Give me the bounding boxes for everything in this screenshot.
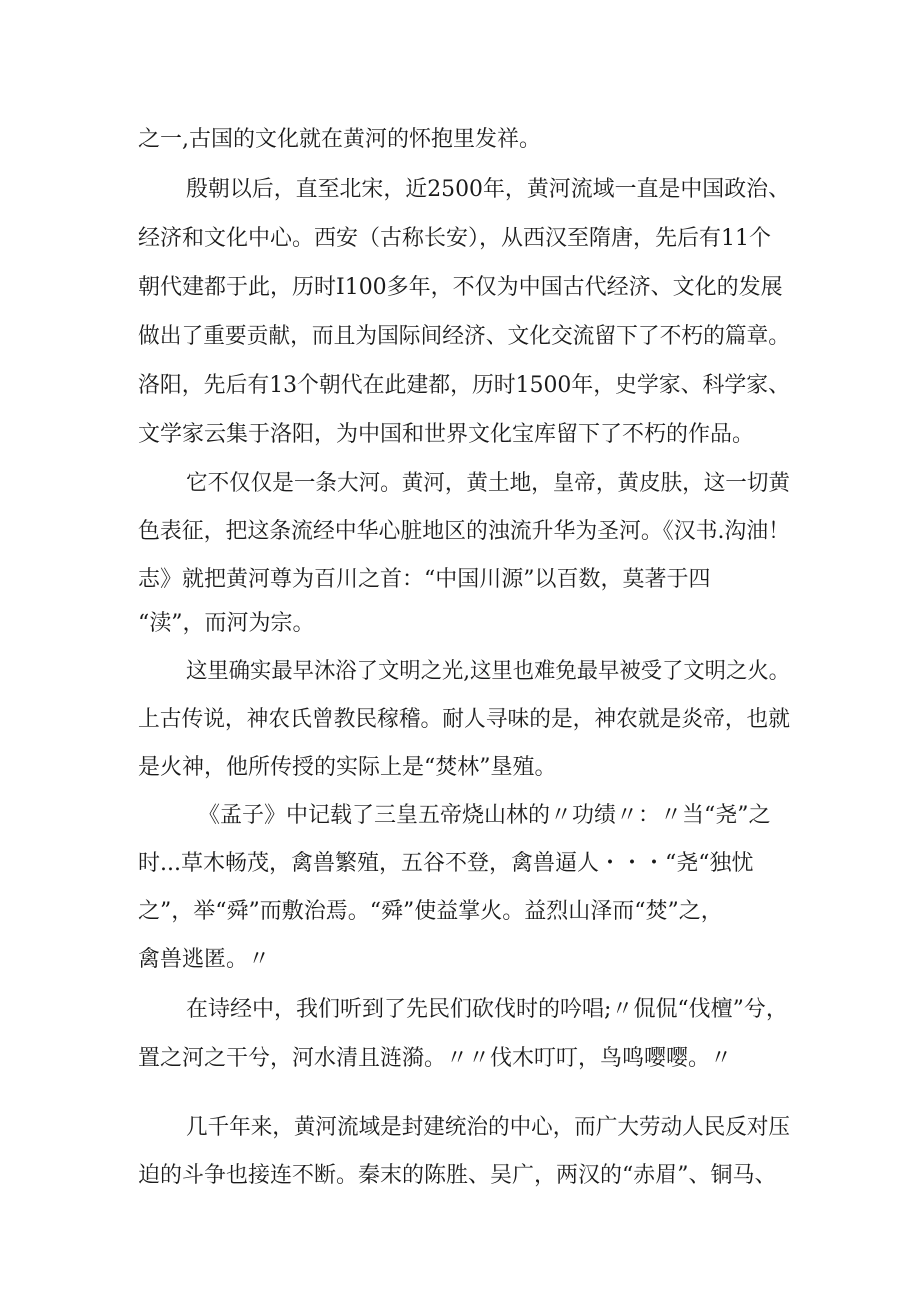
text-line-8: 它不仅仅是一条大河。黄河，黄土地，皇帝，黄皮肤，这一切黄 bbox=[186, 471, 791, 496]
text-line-7: 文学家云集于洛阳，为中国和世界文化宝库留下了不朽的作品。 bbox=[138, 422, 755, 447]
text-line-1: 之一,古国的文化就在黄河的怀抱里发祥。 bbox=[138, 127, 541, 152]
text-line-12: 这里确实最早沐浴了文明之光,这里也难免最早被受了文明之火。 bbox=[186, 659, 790, 684]
text-line-13: 上古传说，神农氏曾教民稼稽。耐人寻味的是，神农就是炎帝，也就 bbox=[138, 707, 791, 732]
text-line-10: 志》就把黄河尊为百川之首：“中国川源”以百数，莫著于四 bbox=[138, 567, 711, 592]
text-line-5: 做出了重要贡献，而且为国际间经济、文化交流留下了不朽的篇章。 bbox=[138, 324, 791, 349]
text-line-9: 色表征，把这条流经中华心脏地区的浊流升华为圣河。《汉书.沟油！ bbox=[138, 519, 790, 544]
text-line-11: “渎”，而河为宗。 bbox=[138, 611, 315, 636]
text-line-4: 朝代建都于此，历时I100多年，不仅为中国古代经济、文化的发展 bbox=[138, 275, 783, 300]
text-line-18: 禽兽逃匿。〃 bbox=[138, 947, 271, 972]
text-line-16: 时...草木畅茂，禽兽繁殖，五谷不登，禽兽逼人・・・“尧“独忧 bbox=[138, 851, 754, 876]
text-line-15: 《孟子》中记载了三皇五帝烧山林的〃功绩〃：〃当“尧”之 bbox=[198, 803, 771, 828]
text-line-3: 经济和文化中心。西安（古称长安），从西汉至隋唐，先后有11个 bbox=[138, 226, 771, 251]
text-line-14: 是火神，他所传授的实际上是“焚林”垦殖。 bbox=[138, 755, 557, 780]
text-line-17: 之”，举“舜”而敷治焉。“舜”使益掌火。益烈山泽而“焚”之， bbox=[138, 899, 723, 924]
text-line-20: 置之河之干兮，河水清且涟漪。〃〃伐木叮叮，鸟鸣嘤嘤。〃 bbox=[138, 1046, 733, 1071]
text-line-22: 迫的斗争也接连不断。秦末的陈胜、吴广，两汉的“赤眉”、铜马、 bbox=[138, 1163, 777, 1188]
text-line-19: 在诗经中，我们听到了先民们砍伐时的吟唱;〃侃侃“伐檀”兮， bbox=[186, 997, 788, 1022]
text-line-6: 洛阳，先后有13个朝代在此建都，历时1500年，史学家、科学家、 bbox=[138, 373, 790, 398]
text-line-21: 几千年来，黄河流域是封建统治的中心，而广大劳动人民反对压 bbox=[186, 1115, 791, 1140]
text-line-2: 殷朝以后，直至北宋，近2500年，黄河流域一直是中国政治、 bbox=[186, 177, 791, 202]
